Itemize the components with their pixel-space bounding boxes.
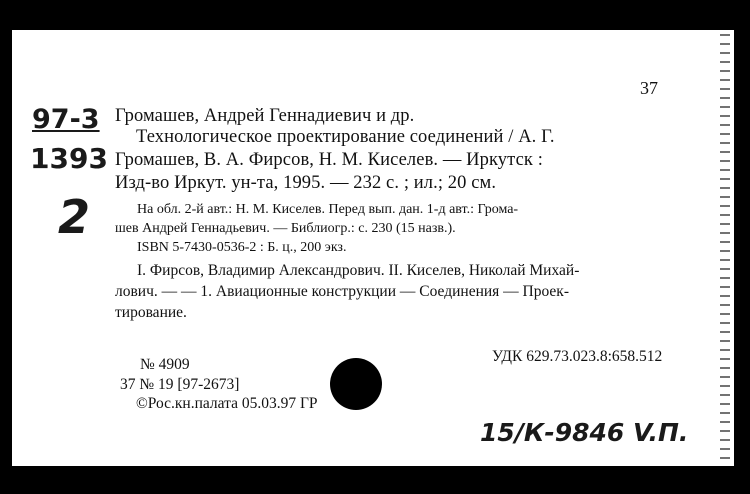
responsibility-line: Громашев, В. А. Фирсов, Н. М. Киселев. — Иркутск : — [115, 150, 543, 170]
note-line-2: шев Андрей Геннадьевич. — Библиогр.: с. 230 (15 назв.). — [115, 221, 456, 236]
handwritten-call-number-2: 1393 — [30, 142, 108, 175]
book-chamber-line: ©Рос.кн.палата 05.03.97 ГР — [136, 395, 318, 412]
note-line-1: На обл. 2-й авт.: Н. М. Киселев. Перед вып. дан. 1-д авт.: Грома- — [137, 202, 519, 217]
author-heading: Громашев, Андрей Геннадиевич и др. — [115, 106, 415, 126]
scan-border-left — [0, 0, 12, 494]
udc-code: УДК 629.73.023.8:658.512 — [492, 348, 663, 365]
handwritten-side-mark: 2 — [58, 190, 91, 244]
isbn-line: ISBN 5-7430-0536-2 : Б. ц., 200 экз. — [137, 240, 347, 255]
handwritten-bottom-note: 15/К-9846 V.П. — [480, 418, 689, 447]
subject-line-2: лович. — — 1. Авиационные конструкции — Соединения — Проек- — [115, 283, 570, 300]
scan-border-right — [734, 0, 750, 494]
handwritten-call-number-1: 97-3 — [32, 104, 100, 135]
title-line: Технологическое проектирование соединений / А. Г. — [136, 127, 555, 147]
scan-border-top — [0, 0, 750, 30]
scan-border-bottom — [0, 466, 750, 494]
ink-stamp-blot — [330, 358, 382, 410]
publication-line: Изд-во Иркут. ун-та, 1995. — 232 с. ; ил.; 20 см. — [115, 173, 497, 193]
card-number: № 4909 — [140, 356, 190, 373]
page-number: 37 — [640, 78, 658, 98]
subject-line-1: I. Фирсов, Владимир Александрович. II. Киселев, Николай Михай- — [137, 262, 580, 279]
subject-line-3: тирование. — [115, 304, 187, 321]
registry-line: 37 № 19 [97-2673] — [120, 376, 240, 393]
